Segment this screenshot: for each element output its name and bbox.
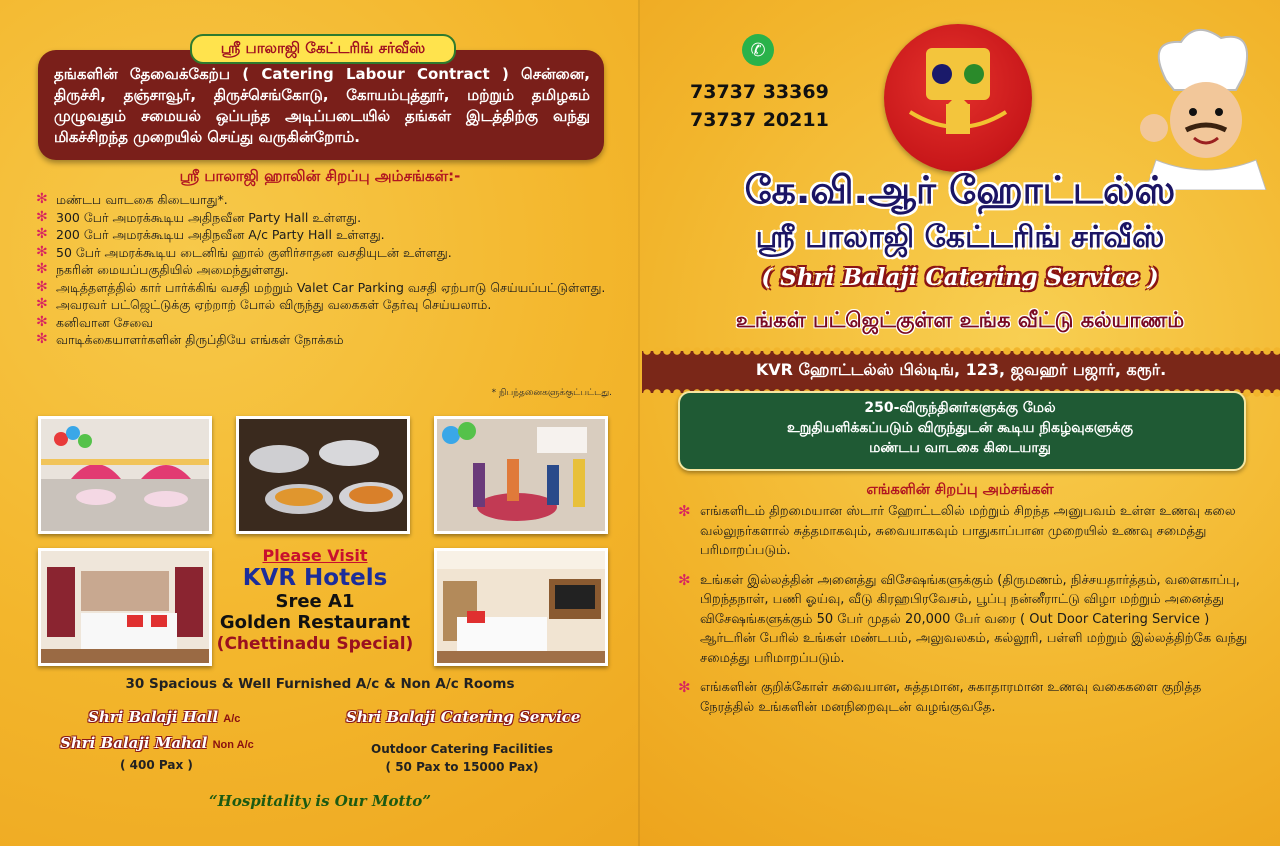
please-visit-block (215, 546, 415, 655)
kvr-hotels-name: KVR Hotels (242, 565, 388, 591)
no-hall-rent-text: 250-விருந்தினர்களுக்கு மேல் உறுதியளிக்கப்படும் விருந்துடன் கூடிய நிகழ்வுகளுக்கு மண்டப வாடகை கிடையாது (787, 400, 1133, 456)
flower-bullet-icon: ✻ (36, 296, 48, 312)
buffet-photo (236, 416, 410, 534)
motto: “Hospitality is Our Motto” (209, 792, 431, 810)
flower-bullet-icon: ✻ (678, 570, 691, 589)
list-item: ✻ எங்களிடம் திறமையான ஸ்டார் ஹோட்டலில் மற்றும் சிறந்த அனுபவம் உள்ள உணவு கலை வல்லுநர்களால் சுத்தமாகவும், சுவையாகவும் பாதுகாப்பான முறையில் உணவு சமைத்து பரிமாறப்படும். (678, 502, 1236, 558)
rooms-description: 30 Spacious & Well Furnished A/c & Non A/c Rooms (125, 676, 515, 692)
flower-bullet-icon: ✻ (678, 502, 691, 520)
balaji-catering-english-title: ( Shri Balaji Catering Service ) (761, 264, 1159, 291)
hall-capacity: ( 400 Pax ) (120, 758, 193, 772)
balaji-catering-title: ஸ்ரீ பாலாஜி கேட்டரிங் சர்வீஸ் (755, 220, 1165, 255)
event-photo (434, 416, 608, 534)
please-visit-label: Please Visit (262, 546, 368, 565)
list-item: ✻ 200 பேர் அமரக்கூடிய அதிநவீன A/c Party Hall உள்ளது. (36, 226, 385, 242)
outdoor-catering-info: Outdoor Catering Facilities ( 50 Pax to 15000 Pax) (371, 742, 553, 774)
party-hall-photo (38, 416, 212, 534)
tagline: உங்கள் பட்ஜெட்குள்ள உங்க வீட்டு கல்யாணம் (735, 308, 1185, 332)
list-item: ✻ உங்கள் இல்லத்தின் அனைத்து விசேஷங்களுக்கும் (திருமணம், நிச்சயதார்த்தம், வளைகாப்பு, பிறந்தநாள், பணி ஓய்வு, வீடு கிரஹபிரவேசம், பூப்பு நன்னீராட்டு விழா மற்றும் அனைத்து விசேஷங்களுக்கும் 50 பேர் முதல் 20,000 பேர் வரை ( Out Door Catering Service ) ஆர்டரின் பேரில் உங்கள் மண்டபம், அலுவலகம், கல்லூரி, பள்ளி மற்றும் இல்லத்திற்கே வந்து சமைத்து பரிமாறப்படும். (678, 570, 1248, 666)
chef-mascot-icon (1126, 20, 1276, 190)
flower-bullet-icon: ✻ (36, 208, 48, 225)
sree-a1-name: Sree A1 (275, 591, 355, 612)
catering-title-pill: ஸ்ரீ பாலாஜி கேட்டரிங் சர்வீஸ் (190, 34, 456, 64)
list-item: ✻ வாடிக்கையாளர்களின் திருப்தியே எங்கள் நோக்கம் (36, 331, 344, 347)
balaji-hall-label: Shri Balaji Hall A/c (88, 708, 241, 726)
temple-deity-logo (884, 24, 1032, 172)
golden-restaurant-name: Golden Restaurant (219, 612, 411, 633)
address: KVR ஹோட்டல்ஸ் பில்டிங், 123, ஜவஹர் பஜார், கரூர். (755, 360, 1167, 379)
list-item: ✻ கனிவான சேவை (36, 313, 154, 330)
chettinadu-special-label: (Chettinadu Special) (216, 634, 414, 654)
list-item: ✻ 50 பேர் அமரக்கூடிய டைனிங் ஹால் குளிர்சாதன வசதியுடன் உள்ளது. (36, 243, 452, 260)
flower-bullet-icon: ✻ (36, 278, 48, 295)
list-item: ✻ 300 பேர் அமரக்கூடிய அதிநவீன Party Hall உள்ளது. (36, 208, 362, 225)
hall-features-heading: ஸ்ரீ பாலாஜி ஹாலின் சிறப்பு அம்சங்கள்:- (179, 167, 461, 185)
list-item: ✻ எங்களின் குறிக்கோள் சுவையான, சுத்தமான, சுகாதாரமான உணவு வகைகளை குறித்த நேரத்தில் உங்களின் மனநிறைவுடன் வழங்குவதே. (678, 678, 1202, 715)
hotel-room-photo-1 (38, 548, 212, 666)
flower-bullet-icon: ✻ (36, 191, 48, 207)
flower-bullet-icon: ✻ (36, 243, 48, 260)
catering-service-label: Shri Balaji Catering Service (346, 708, 581, 726)
hotel-room-photo-2 (434, 548, 608, 666)
list-item: ✻ மண்டப வாடகை கிடையாது*. (36, 191, 228, 207)
phone-number-1: 73737 33369 (690, 81, 829, 103)
balaji-mahal-label: Shri Balaji Mahal Non A/c (60, 734, 254, 752)
list-item: ✻ அடித்தளத்தில் கார் பார்க்கிங் வசதி மற்றும் Valet Car Parking வசதி ஏற்பாடு செய்யப்பட்டுள்ளது. (36, 278, 606, 295)
special-features-list (678, 502, 1248, 727)
right-panel (640, 0, 1280, 846)
band-border-top (642, 347, 1280, 355)
flower-bullet-icon: ✻ (36, 331, 48, 347)
flower-bullet-icon: ✻ (36, 226, 48, 242)
kvr-hotels-title: கே.வி.ஆர் ஹோட்டல்ஸ் (744, 168, 1176, 212)
terms-footnote: * நிபந்தனைகளுக்குட்பட்டது. (491, 388, 612, 398)
special-features-heading: எங்களின் சிறப்பு அம்சங்கள் (866, 482, 1054, 498)
whatsapp-icon: ✆ (742, 34, 774, 66)
list-item: ✻ அவரவர் பட்ஜெட்டுக்கு ஏற்றாற் போல் விருந்து வகைகள் தேர்வு செய்யலாம். (36, 296, 492, 312)
list-item: ✻ நகரின் மையப்பகுதியில் அமைந்துள்ளது. (36, 261, 289, 277)
flower-bullet-icon: ✻ (36, 261, 48, 277)
phone-numbers (690, 78, 829, 134)
hall-features-list (36, 191, 616, 349)
flower-bullet-icon: ✻ (36, 313, 48, 330)
flower-bullet-icon: ✻ (678, 678, 691, 696)
intro-text: தங்களின் தேவைக்கேற்ப ( Catering Labour Contract ) சென்னை, திருச்சி, தஞ்சாவூர், திருச்செங்கோடு, கோயம்புத்தூர், மற்றும் தமிழகம் முழுவதும் சமையல் ஒப்பந்த அடிப்படையில் தங்கள் இடத்திற்கு வந்து மிகச்சிறந்த முறையில் செய்து வருகின்றோம். (54, 65, 590, 146)
phone-number-2: 73737 20211 (690, 109, 829, 131)
